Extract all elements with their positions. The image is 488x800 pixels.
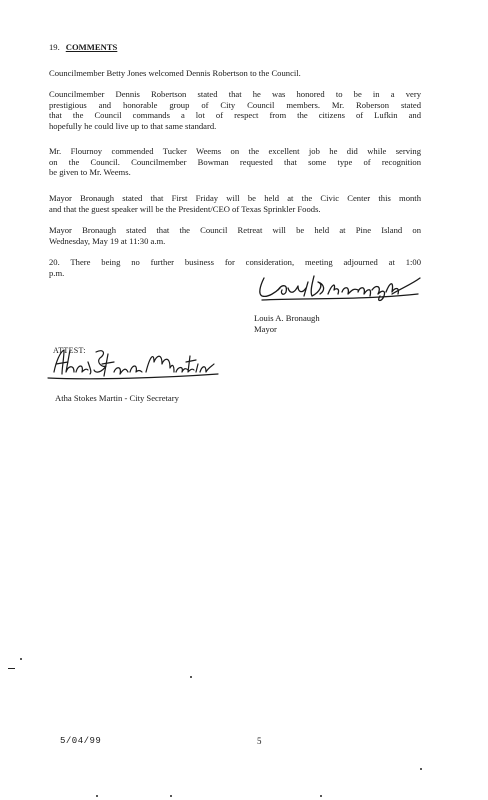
text-line: Mayor Bronaugh stated that First Friday will be held at the Civic Center this month: [49, 193, 421, 203]
footer-page-number: 5: [257, 736, 262, 746]
text-line: Councilmember Betty Jones welcomed Dennis Robertson to the Council.: [49, 68, 301, 78]
mayor-name: Louis A. Bronaugh: [254, 313, 320, 323]
scan-mark: [8, 668, 15, 669]
text-line: hopefully he could live up to that same standard.: [49, 120, 217, 131]
scan-speck: [20, 658, 22, 660]
secretary-signature: [42, 342, 222, 382]
text-line: Mr. Flournoy commended Tucker Weems on the excellent job he did while serving: [49, 146, 421, 156]
text-line: 20. There being no further business for consideration, meeting adjourned at 1:00: [49, 257, 421, 267]
section-heading: [49, 42, 117, 53]
paragraph-council-retreat: [49, 225, 421, 246]
footer-date: 5/04/99: [60, 736, 102, 746]
attest-label: ATTEST:: [53, 346, 86, 355]
secretary-name-title: Atha Stokes Martin - City Secretary: [55, 393, 179, 403]
paragraph-first-friday: [49, 193, 421, 214]
paragraph-robertson-statement: [49, 89, 421, 131]
mayor-title: Mayor: [254, 324, 277, 334]
text-line: Councilmember Dennis Robertson stated that he was honored to be in a very: [49, 89, 421, 99]
text-line: on the Council. Councilmember Bowman requested that some type of recognition: [49, 156, 421, 167]
paragraph-welcome: [49, 68, 421, 79]
text-line: and that the guest speaker will be the President/CEO of Texas Sprinkler Foods.: [49, 203, 321, 214]
text-line: Wednesday, May 19 at 11:30 a.m.: [49, 235, 166, 246]
text-line: be given to Mr. Weems.: [49, 167, 131, 178]
scan-speck: [190, 676, 192, 678]
text-line: prestigious and honorable group of City Council members. Mr. Roberson stated: [49, 99, 421, 110]
text-line: that the Council commands a lot of respect from the citizens of Lufkin and: [49, 110, 421, 121]
text-line: p.m.: [49, 267, 65, 278]
text-line: Mayor Bronaugh stated that the Council Retreat will be held at Pine Island on: [49, 225, 421, 235]
paragraph-weems-commendation: [49, 146, 421, 178]
scan-speck: [320, 795, 322, 797]
scan-speck: [420, 768, 422, 770]
scan-speck: [170, 795, 172, 797]
section-number: 19.: [49, 42, 60, 52]
section-title: COMMENTS: [65, 42, 118, 52]
scan-speck: [96, 795, 98, 797]
mayor-signature: [254, 270, 424, 306]
